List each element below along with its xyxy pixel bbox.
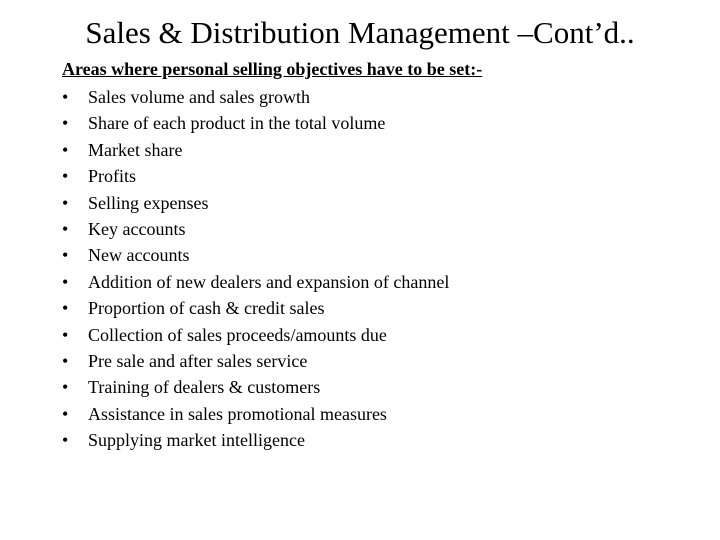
slide-content [62, 58, 702, 454]
list-item-text: Share of each product in the total volume [88, 113, 386, 134]
bullet-icon: • [62, 377, 69, 398]
list-item-text: Profits [88, 166, 137, 187]
list-item [62, 216, 702, 242]
list-item [62, 269, 702, 295]
list-item [62, 348, 702, 374]
list-item-text: Proportion of cash & credit sales [88, 298, 325, 319]
list-item-text: Selling expenses [88, 192, 209, 213]
list-item-text: Pre sale and after sales service [88, 351, 308, 372]
list-item-text: Market share [88, 139, 183, 160]
bullet-icon: • [62, 324, 69, 345]
bullet-icon: • [62, 166, 69, 187]
list-item [62, 110, 702, 136]
slide-title: Sales & Distribution Management –Cont’d.. [85, 15, 635, 50]
list-item [62, 401, 702, 427]
bullet-icon: • [62, 403, 69, 424]
objectives-heading: Areas where personal selling objectives have to be set:- [62, 59, 483, 79]
list-item [62, 374, 702, 400]
list-item-text: Training of dealers & customers [88, 377, 321, 398]
list-item [62, 295, 702, 321]
list-item [62, 137, 702, 163]
list-item-text: Supplying market intelligence [88, 430, 305, 451]
bullet-icon: • [62, 113, 69, 134]
list-item-text: Key accounts [88, 219, 186, 240]
bullet-icon: • [62, 298, 69, 319]
bullet-icon: • [62, 87, 69, 107]
bullet-icon: • [62, 430, 69, 451]
list-item [62, 84, 702, 110]
list-item [62, 163, 702, 189]
list-item-text: Addition of new dealers and expansion of channel [88, 271, 450, 292]
list-item-text: Sales volume and sales growth [88, 87, 310, 107]
bullet-icon: • [62, 271, 69, 292]
list-item [62, 322, 702, 348]
bullet-icon: • [62, 351, 69, 372]
list-item-text: Assistance in sales promotional measures [88, 403, 387, 424]
bullet-icon: • [62, 245, 69, 266]
list-item-text: Collection of sales proceeds/amounts due [88, 324, 387, 345]
list-item [62, 190, 702, 216]
bullet-icon: • [62, 192, 69, 213]
bullet-icon: • [62, 219, 69, 240]
list-item-text: New accounts [88, 245, 190, 266]
list-item [62, 242, 702, 268]
list-item [62, 427, 702, 453]
objectives-list [62, 84, 702, 454]
bullet-icon: • [62, 139, 69, 160]
